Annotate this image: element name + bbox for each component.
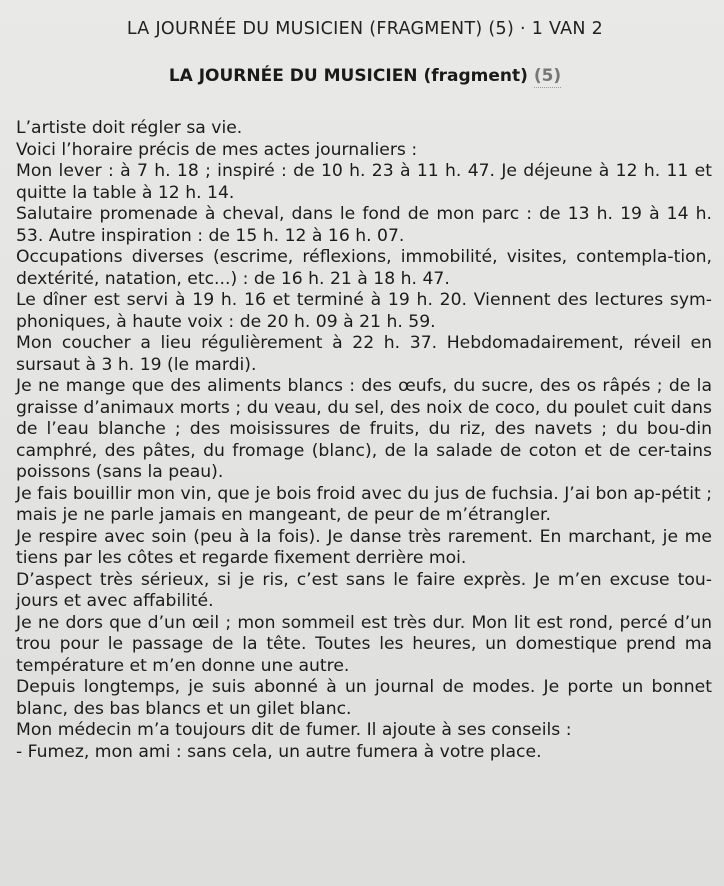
paragraph: Voici l’horaire précis de mes actes journaliers : xyxy=(16,139,418,160)
paragraph: Depuis longtemps, je suis abonné à un journal de modes. Je porte un bonnet blanc, des bas blancs et un gilet blanc. xyxy=(16,677,712,719)
document-body xyxy=(16,118,712,763)
title-text: LA JOURNÉE DU MUSICIEN (fragment) xyxy=(168,66,528,86)
paragraph: Mon médecin m’a toujours dit de fumer. Il ajoute à ses conseils : xyxy=(16,720,572,740)
page-header: LA JOURNÉE DU MUSICIEN (FRAGMENT) (5) · 1 VAN 2 xyxy=(126,19,604,39)
paragraph: L’artiste doit régler sa vie. xyxy=(16,118,243,138)
paragraph: Je fais bouillir mon vin, que je bois froid avec du jus de fuchsia. J’ai bon ap-pétit ; mais je ne parle jamais en mangeant, de peur de m’étrangler. xyxy=(16,483,712,525)
paragraph: Salutaire promenade à cheval, dans le fond de mon parc : de 13 h. 19 à 14 h. 53. Autre inspiration : de 15 h. 12 à 16 h. 07. xyxy=(16,204,712,246)
title-number-link[interactable]: (5) xyxy=(533,66,562,86)
paragraph: Le dîner est servi à 19 h. 16 et terminé à 19 h. 20. Viennent des lectures sym-phoniques, à haute voix : de 20 h. 09 à 21 h. 59. xyxy=(16,290,712,332)
paragraph: - Fumez, mon ami : sans cela, un autre fumera à votre place. xyxy=(16,741,542,762)
paragraph: Mon lever : à 7 h. 18 ; inspiré : de 10 h. 23 à 11 h. 47. Je déjeune à 12 h. 11 et quitte la table à 12 h. 14. xyxy=(16,161,712,203)
paragraph: Je ne mange que des aliments blancs : des œufs, du sucre, des os râpés ; de la graisse d’animaux morts ; du veau, du sel, des noix de coco, du poulet cuit dans de l’eau blanche ; des moisissures de fruits, du riz, des navets ; du bou-din camphré, des pâtes, du fromage (blanc), de la salade de coton et de cer-tains poissons (sans la peau). xyxy=(16,376,712,482)
paragraph: Mon coucher a lieu régulièrement à 22 h. 37. Hebdomadairement, réveil en sursaut à 3 h. 19 (le mardi). xyxy=(16,333,712,375)
paragraph: Je respire avec soin (peu à la fois). Je danse très rarement. En marchant, je me tiens par les côtes et regarde fixement derrière moi. xyxy=(16,526,712,568)
paragraph: Occupations diverses (escrime, réflexions, immobilité, visites, contempla-tion, dextérité, natation, etc...) : de 16 h. 21 à 18 h. 47. xyxy=(16,247,712,289)
paragraph: D’aspect très sérieux, si je ris, c’est sans le faire exprès. Je m’en excuse tou-jours et avec affabilité. xyxy=(16,569,712,611)
document-title xyxy=(16,64,714,88)
paragraph: Je ne dors que d’un œil ; mon sommeil est très dur. Mon lit est rond, percé d’un trou pour le passage de la tête. Toutes les heures, un domestique prend ma température et m’en donne une autre. xyxy=(16,612,712,676)
